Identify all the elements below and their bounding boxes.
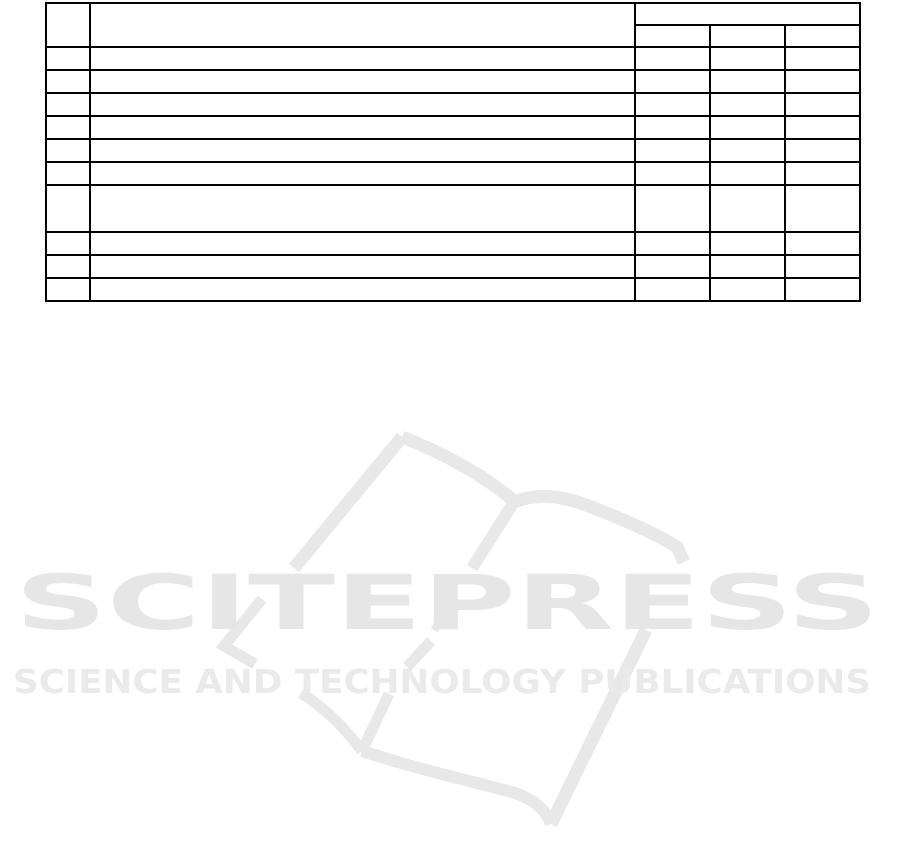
- table-header-row-top: [46, 3, 860, 25]
- table-cell: [635, 255, 710, 278]
- table-cell: [46, 47, 90, 70]
- empty-data-table: [45, 2, 861, 302]
- table-cell: [90, 139, 635, 162]
- table-cell: [46, 185, 90, 232]
- book-bottom-left-fold: [362, 694, 389, 751]
- table-cell: [710, 47, 785, 70]
- table-header: [46, 3, 860, 47]
- table-cell: [785, 93, 860, 116]
- table-cell: [785, 47, 860, 70]
- open-book-icon: [224, 437, 684, 824]
- table-cell: [46, 93, 90, 116]
- table-cell: [46, 139, 90, 162]
- table-cell: [635, 139, 710, 162]
- table-cell: [635, 70, 710, 93]
- table-cell: [710, 278, 785, 301]
- table-cell: [710, 70, 785, 93]
- table-cell: [635, 116, 710, 139]
- table-row: [46, 232, 860, 255]
- table-cell: [785, 70, 860, 93]
- table-cell: [785, 116, 860, 139]
- table-cell: [90, 185, 635, 232]
- table-cell: [710, 116, 785, 139]
- table-cell: [710, 232, 785, 255]
- header-cell-group: [635, 3, 860, 25]
- table-cell: [635, 162, 710, 185]
- table-cell: [90, 255, 635, 278]
- book-bottom-sweep: [362, 751, 551, 824]
- table-cell: [635, 232, 710, 255]
- book-center-spine: [472, 502, 514, 568]
- table-row: [46, 47, 860, 70]
- table-cell: [635, 93, 710, 116]
- table-cell: [635, 278, 710, 301]
- table-cell: [90, 278, 635, 301]
- book-left-page-top: [402, 437, 514, 501]
- watermark-wordmark: SCITEPRESS: [15, 558, 879, 647]
- table-cell: [785, 162, 860, 185]
- table-cell: [785, 278, 860, 301]
- header-subcell-1: [635, 25, 710, 47]
- table-cell: [710, 93, 785, 116]
- book-spine-tick-small: [434, 614, 445, 630]
- book-left-cover: [294, 437, 402, 568]
- table-cell: [785, 185, 860, 232]
- table-cell: [635, 47, 710, 70]
- table-cell: [90, 232, 635, 255]
- table-row: [46, 185, 860, 232]
- table-cell: [710, 162, 785, 185]
- table-cell: [710, 185, 785, 232]
- book-bottom-left-curve: [301, 693, 362, 751]
- table-cell: [46, 162, 90, 185]
- table-row: [46, 93, 860, 116]
- book-bottom-right-edge: [551, 630, 646, 824]
- table-cell: [46, 70, 90, 93]
- book-right-page-top: [514, 496, 684, 562]
- table-cell: [785, 139, 860, 162]
- table-cell: [710, 255, 785, 278]
- table-cell: [46, 278, 90, 301]
- table-cell: [46, 255, 90, 278]
- table-cell: [90, 162, 635, 185]
- header-subcell-2: [710, 25, 785, 47]
- watermark-tagline: SCIENCE AND TECHNOLOGY PUBLICATIONS: [13, 662, 871, 701]
- table-row: [46, 255, 860, 278]
- table-cell: [46, 116, 90, 139]
- table-cell: [90, 93, 635, 116]
- table-cell: [90, 47, 635, 70]
- table-row: [46, 116, 860, 139]
- table-cell: [46, 232, 90, 255]
- header-cell-description: [90, 3, 635, 47]
- table-cell: [635, 185, 710, 232]
- table-row: [46, 139, 860, 162]
- table-body: [46, 47, 860, 301]
- table-row: [46, 70, 860, 93]
- table-cell: [90, 70, 635, 93]
- header-cell-row-number: [46, 3, 90, 47]
- table-row: [46, 162, 860, 185]
- table-cell: [785, 255, 860, 278]
- table-row: [46, 278, 860, 301]
- table-cell: [710, 139, 785, 162]
- table-cell: [90, 116, 635, 139]
- header-subcell-3: [785, 25, 860, 47]
- book-bottom-left-corner: [224, 599, 262, 664]
- book-spine-tick-mid: [407, 641, 431, 667]
- table-cell: [785, 232, 860, 255]
